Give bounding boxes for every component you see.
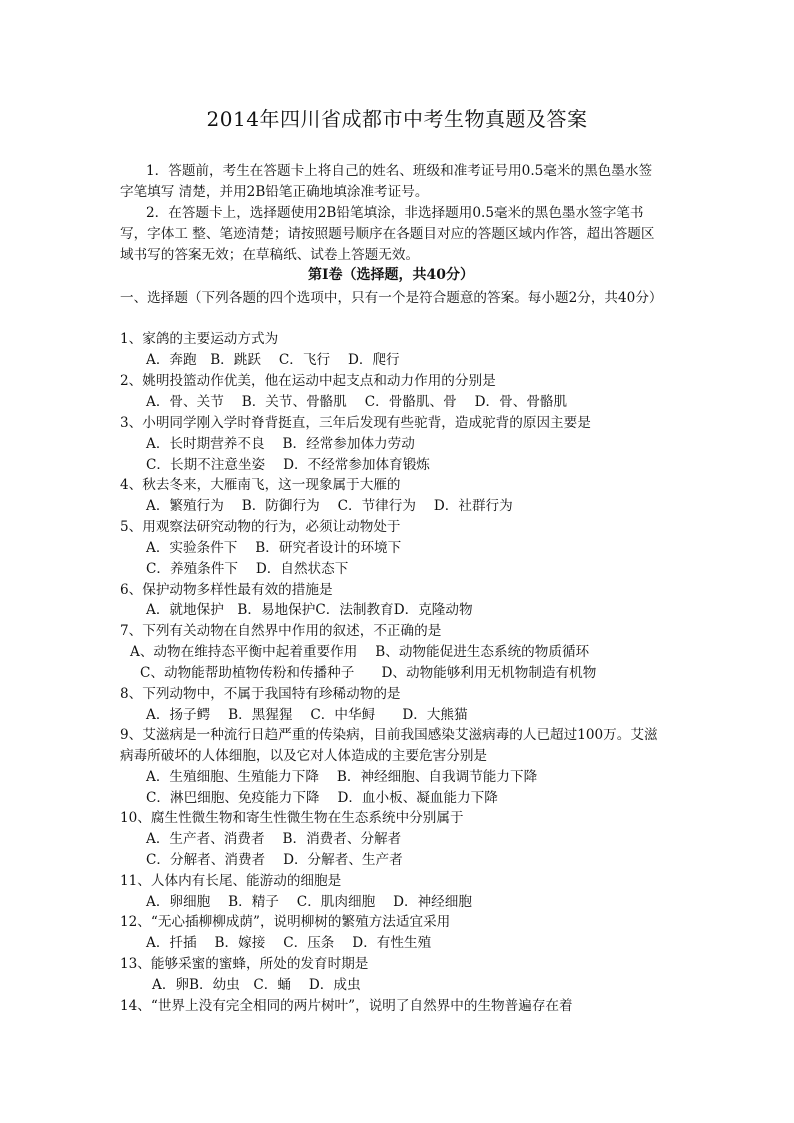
- question-stem: 6、保护动物多样性最有效的措施是: [120, 582, 333, 598]
- question-options: C．分解者、消费者 D．分解者、生产者: [146, 852, 403, 868]
- instruction-line: 域书写的答案无效；在草稿纸、试卷上答题无效。: [120, 247, 420, 263]
- question-options: A．骨、关节 B．关节、骨骼肌 C．骨骼肌、骨 D．骨、骨骼肌: [146, 394, 568, 410]
- question-options: A．长时期营养不良 B．经常参加体力劳动: [146, 436, 415, 452]
- question-options: A．扬子鳄 B．黑猩猩 C．中华鲟 D．大熊猫: [146, 707, 468, 723]
- question-options: A．扦插 B．嫁接 C．压条 D．有性生殖: [146, 935, 432, 951]
- question-options: A、动物在维持态平衡中起着重要作用 B、动物能促进生态系统的物质循环: [130, 644, 590, 660]
- question-stem: 12、“无心插柳柳成荫”，说明柳树的繁殖方法适宜采用: [120, 914, 451, 930]
- page-title: 2014年四川省成都市中考生物真题及答案: [206, 107, 588, 131]
- question-options: A．实验条件下 B．研究者设计的环境下: [146, 540, 402, 556]
- question-stem-continued: 病毒所破坏的人体细胞，以及它对人体造成的主要危害分别是: [120, 748, 488, 764]
- question-stem: 4、秋去冬来，大雁南飞，这一现象属于大雁的: [120, 477, 401, 493]
- question-options: C．长期不注意坐姿 D．不经常参加体育锻炼: [146, 457, 430, 473]
- question-options: C、动物能帮助植物传粉和传播种子 D、动物能够利用无机物制造有机物: [140, 665, 597, 681]
- question-stem: 9、艾滋病是一种流行日趋严重的传染病，目前我国感染艾滋病毒的人已超过100万。艾滋: [120, 727, 658, 743]
- question-stem: 2、姚明投篮动作优美，他在运动中起支点和动力作用的分别是: [120, 373, 496, 389]
- question-stem: 3、小明同学刚入学时脊背挺直，三年后发现有些驼背，造成驼背的原因主要是: [120, 415, 591, 431]
- question-stem: 7、下列有关动物在自然界中作用的叙述，不正确的是: [120, 623, 442, 639]
- question-options: C．养殖条件下 D．自然状态下: [146, 561, 349, 577]
- instruction-line: 写，字体工 整、笔迹清楚；请按照题号顺序在各题目对应的答题区域内作答，超出答题区: [120, 226, 655, 242]
- question-options: A．奔跑 B．跳跃 C．飞行 D．爬行: [146, 352, 400, 368]
- question-options: A．卵细胞 B．精子 C．肌肉细胞 D．神经细胞: [146, 894, 472, 910]
- question-stem: 1、家鸽的主要运动方式为: [120, 331, 279, 347]
- question-options: C．淋巴细胞、免疫能力下降 D．血小板、凝血能力下降: [146, 790, 498, 806]
- question-options: A．生殖细胞、生殖能力下降 B．神经细胞、自我调节能力下降: [146, 769, 538, 785]
- question-stem: 13、能够采蜜的蜜蜂，所处的发育时期是: [120, 956, 369, 972]
- question-options: A．生产者、消费者 B．消费者、分解者: [146, 831, 402, 847]
- instruction-line: 1．答题前，考生在答题卡上将自己的姓名、班级和准考证号用0.5毫米的黑色墨水签: [146, 163, 653, 179]
- question-stem: 14、“世界上没有完全相同的两片树叶”，说明了自然界中的生物普遍存在着: [120, 998, 573, 1014]
- question-stem: 5、用观察法研究动物的行为，必须让动物处于: [120, 519, 401, 535]
- section-title: 第Ⅰ卷（选择题，共40分）: [308, 267, 475, 283]
- question-stem: 8、下列动物中，不属于我国特有珍稀动物的是: [120, 686, 401, 702]
- question-stem: 10、腐生性微生物和寄生性微生物在生态系统中分别属于: [120, 810, 464, 826]
- question-stem: 11、人体内有长尾、能游动的细胞是: [120, 873, 342, 889]
- question-options: A．卵B．幼虫 C．蛹 D．成虫: [152, 977, 361, 993]
- question-options: A．繁殖行为 B．防御行为 C．节律行为 D．社群行为: [146, 498, 513, 514]
- instruction-line: 字笔填写 清楚，并用2B铅笔正确地填涂准考证号。: [120, 184, 429, 200]
- question-options: A．就地保护 B．易地保护C．法制教育D．克隆动物: [146, 602, 473, 618]
- section-intro: 一、选择题（下列各题的四个选项中，只有一个是符合题意的答案。每小题2分，共40分）: [120, 290, 663, 306]
- instruction-line: 2．在答题卡上，选择题使用2B铅笔填涂，非选择题用0.5毫米的黑色墨水签字笔书: [146, 205, 644, 221]
